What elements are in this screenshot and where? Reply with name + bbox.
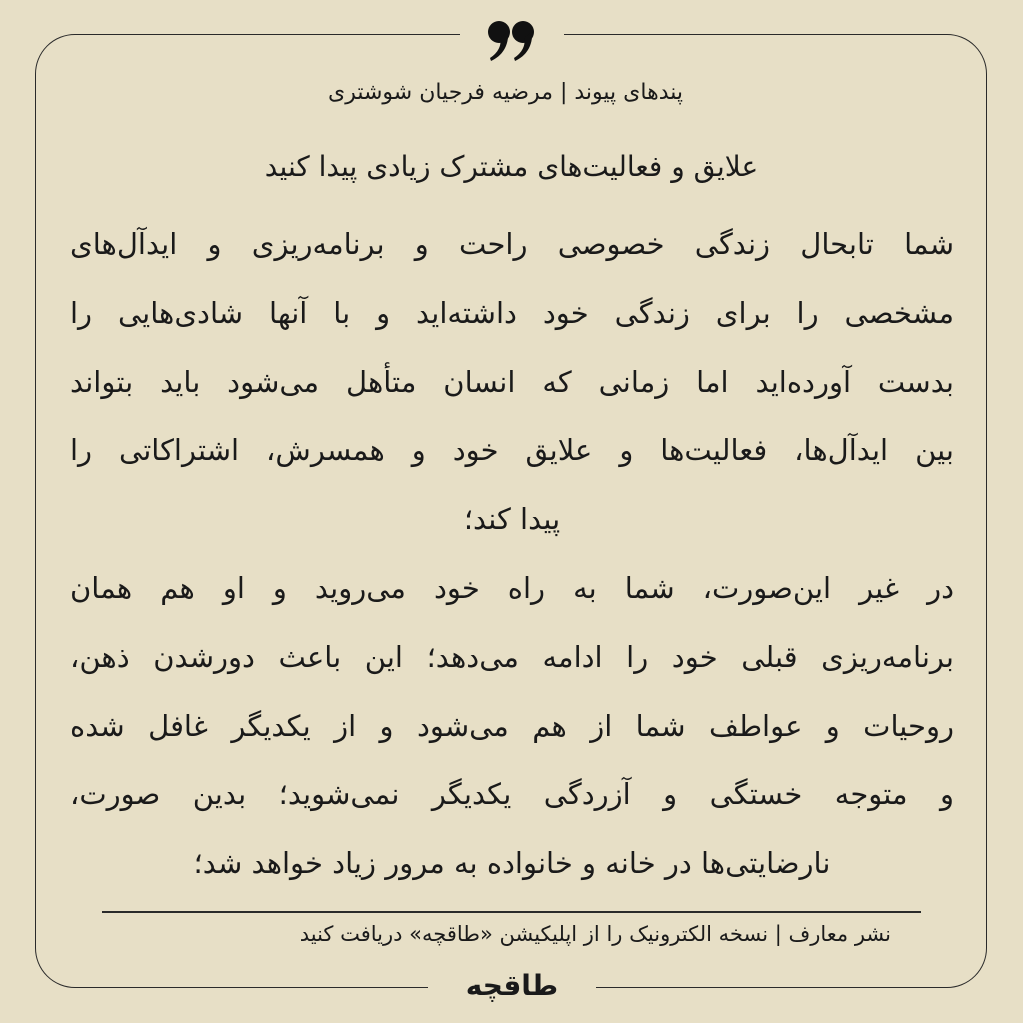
body-line: نارضایتی‌ها در خانه و خانواده به مرور زیاد خواهد شد؛ bbox=[193, 846, 831, 881]
body-line: مشخصی را برای زندگی خود داشته‌اید و با آنها شادی‌هایی را bbox=[70, 295, 954, 330]
body-line: در غیر این‌صورت، شما به راه خود می‌روید و او هم همان bbox=[70, 570, 954, 605]
body-line: و متوجه خستگی و آزردگی یکدیگر نمی‌شوید؛ بدین صورت، bbox=[70, 777, 954, 812]
article-body bbox=[70, 216, 954, 904]
body-line: بین ایدآل‌ها، فعالیت‌ها و علایق خود و همسرش، اشتراکاتی را bbox=[70, 433, 954, 468]
body-line: پیدا کند؛ bbox=[463, 502, 561, 537]
body-line: روحیات و عواطف شما از هم می‌شود و از یکدیگر غافل شده bbox=[70, 708, 954, 743]
body-line: برنامه‌ریزی قبلی خود را ادامه می‌دهد؛ این باعث دورشدن ذهن، bbox=[70, 639, 954, 674]
body-line: بدست آورده‌اید اما زمانی که انسان متأهل می‌شود باید بتواند bbox=[70, 364, 954, 399]
publisher-note: نشر معارف | نسخه الکترونیک را از اپلیکیشن «طاقچه» دریافت کنید bbox=[299, 922, 891, 946]
quote-mark-icon bbox=[486, 18, 538, 64]
article-title: علایق و فعالیت‌های مشترک زیادی پیدا کنید bbox=[264, 150, 759, 183]
body-line: شما تابحال زندگی خصوصی راحت و برنامه‌ریزی و ایدآل‌های bbox=[70, 227, 954, 261]
book-subtitle: پندهای پیوند | مرضیه فرجیان شوشتری bbox=[327, 80, 683, 105]
taaghche-logo: طاقچه bbox=[465, 969, 559, 1002]
footer-divider bbox=[102, 911, 921, 913]
